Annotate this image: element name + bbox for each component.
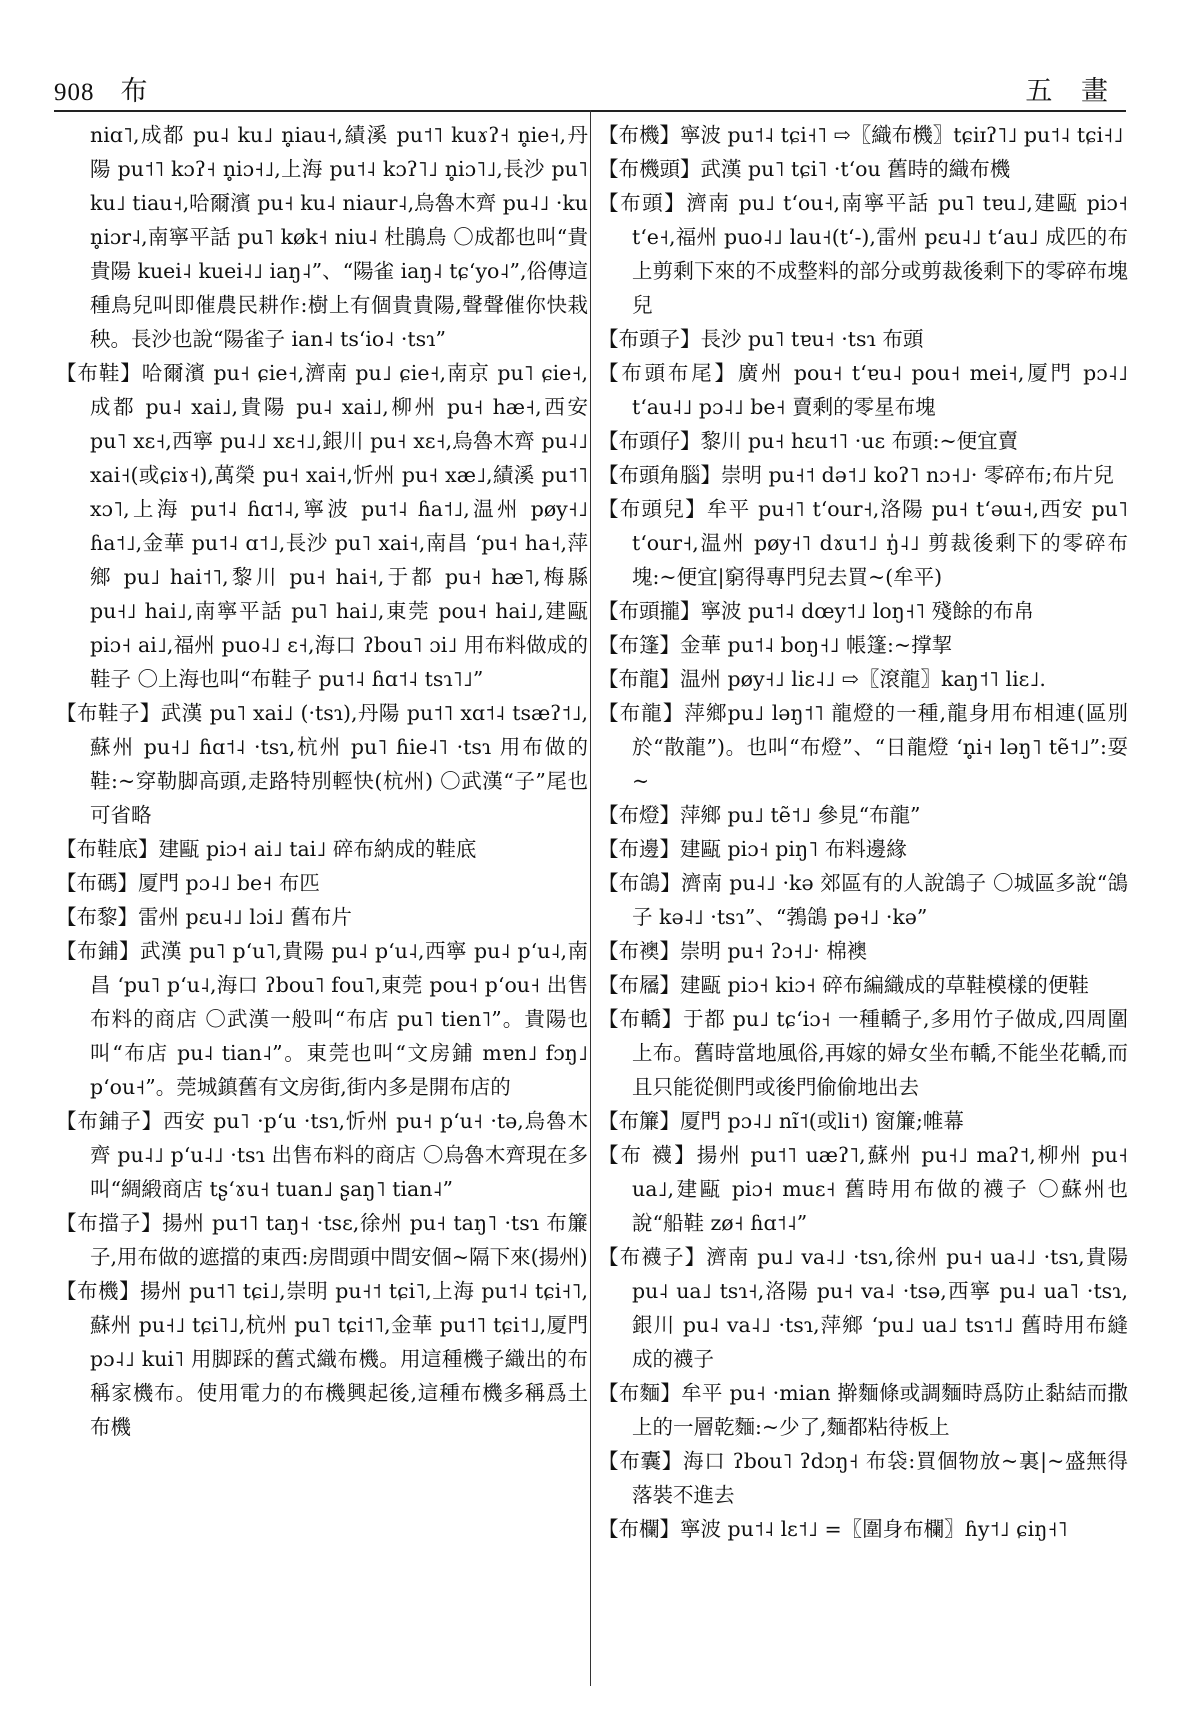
section-title: 五 畫 (1025, 76, 1118, 107)
dictionary-entry: 【布頭子】長沙 pu˥ tɐu˧ ·tsɿ 布頭 (598, 327, 924, 351)
dictionary-entry: 【布機】寧波 pu˦˨ tɕi˧˥ ⇨〖織布機〗tɕiɪʔ˥˩ pu˦˨ tɕi˧˩ (598, 123, 1124, 147)
dictionary-entry: 【布頭兒】牟平 pu˧˥ tʻour˧,洛陽 pu˧ tʻəɯ˧,西安 pu˥ tʻour˧,温州 pøy˧˥ dɤu˦˩ ŋ̍˨˩ 剪裁後剩下的零碎布塊:~便宜|窮得專門兒去買~(牟平) (598, 497, 1128, 589)
dictionary-entry: 【布碼】厦門 pɔ˨˩ be˧ 布匹 (56, 871, 320, 895)
dictionary-entry: 【布鞋子】武漢 pu˥ xai˩ (·tsɿ),丹陽 pu˦˥ xɑ˦˨ tsæʔ˦˩,蘇州 pu˧˩ ɦɑ˦˨ ·tsɿ,杭州 pu˥ ɦie˨˥ ·tsɿ 用布做的鞋:~穿勒脚高頭,走路特別輕快(杭州) 〇武漢“子”尾也可省略 (56, 701, 588, 827)
dictionary-entry: 【布欄】寧波 pu˦˨ lɛ˦˩ =〖圍身布欄〗ɦy˦˩ ɕiŋ˧˥ (598, 1517, 1068, 1541)
dictionary-entry: 【布鴿】濟南 pu˨˩ ·kə 郊區有的人說鴿子 〇城區多說“鴿子 kə˨˩ ·tsɿ”、“鵓鴿 pə˧˩ ·kə” (598, 871, 1128, 929)
header-left (54, 69, 148, 108)
dictionary-entry: 【布機】揚州 pu˦˥ tɕi˩,崇明 pu˧˦ tɕi˥,上海 pu˦˨ tɕi˧˥,蘇州 pu˧˩ tɕi˥˩,杭州 pu˥ tɕi˦˥,金華 pu˦˥ tɕi˦˩,厦門 pɔ˨˩ kui˥ 用脚踩的舊式織布機。用這種機子織出的布稱家機布。使用電力的布機興起後,這種布機多稱爲土布機 (56, 1279, 588, 1439)
dictionary-entry: 【布頭仔】黎川 pu˧ hɛu˦˥ ·uɛ 布頭:~便宜賣 (598, 429, 1019, 453)
dictionary-entry: 【布機頭】武漢 pu˥ tɕi˥ ·tʻou 舊時的織布機 (598, 157, 1011, 181)
dictionary-entry: 【布龍】萍鄉pu˩ ləŋ˦˥ 龍燈的一種,龍身用布相連(區別於“散龍”)。也叫“布燈”、“日龍燈 ʻn̥i˧ ləŋ˥ tẽ˦˩”:耍~ (598, 701, 1128, 793)
dictionary-entry: 【布屩】建甌 piɔ˧ kiɔ˧ 碎布編織成的草鞋模樣的便鞋 (598, 973, 1089, 997)
dictionary-entry: 【布篷】金華 pu˦˨ boŋ˧˩ 帳篷:~撑挈 (598, 633, 953, 657)
dictionary-entry: 【布鋪】武漢 pu˥ pʻu˥,貴陽 pu˨ pʻu˨,西寧 pu˨ pʻu˨,南昌 ʻpu˥ pʻu˨,海口 ʔbou˥ fou˥,東莞 pou˧ pʻou˧ 出售布料的商店 〇武漢一般叫“布店 pu˥ tien˥”。貴陽也叫“布店 pu˨ tian˨”。東莞也叫“文房鋪 mɐn˩ fɔŋ˩ pʻou˧”。莞城鎮舊有文房街,街内多是開布店的 (56, 939, 588, 1099)
dictionary-entry: 【布頭】濟南 pu˩ tʻou˧,南寧平話 pu˥ tɐu˩,建甌 piɔ˧ tʻe˧,福州 puo˨˩ lau˧(t‘-),雷州 pɛu˨˩ tʻau˩ 成匹的布上剪剩下來的不成整料的部分或剪裁後剩下的零碎布塊兒 (598, 191, 1128, 317)
dictionary-entry: 【布襖】崇明 pu˧ ʔɔ˧˩· 棉襖 (598, 939, 868, 963)
header-head-character: 布 (120, 76, 148, 107)
right-column (598, 118, 1128, 1546)
column-separator (590, 110, 591, 1686)
dictionary-entry: 【布鋪子】西安 pu˥ ·pʻu ·tsɿ,忻州 pu˧ pʻu˧ ·tə,烏魯木齊 pu˨˩ pʻu˨˩ ·tsɿ 出售布料的商店 〇烏魯木齊現在多叫“綢緞商店 tʂʻɤu˧ tuan˩ ʂaŋ˥ tian˨” (56, 1109, 588, 1201)
dictionary-entry: 【布鞋】哈爾濱 pu˧ ɕie˧,濟南 pu˩ ɕie˧,南京 pu˥ ɕie˧,成都 pu˨ xai˩,貴陽 pu˨ xai˩,柳州 pu˧ hæ˧,西安 pu˥ xɛ˧,西寧 pu˨˩ xɛ˧˩,銀川 pu˧ xɛ˧,烏魯木齊 pu˨˩ xai˧(或ɕiɤ˧),萬榮 pu˧ xai˧,忻州 pu˧ xæ˩,績溪 pu˦˥ xɔ˥,上海 pu˦˨ ɦɑ˦˨,寧波 pu˦˨ ɦa˦˩,温州 pøy˧˩ ɦa˦˩,金華 pu˦˨ ɑ˦˩,長沙 pu˥ xai˧,南昌 ʻpu˧ ha˧,萍鄉 pu˩ hai˦˥,黎川 pu˧ hai˧,于都 pu˧ hæ˥,梅縣 pu˧˩ hai˩,南寧平話 pu˥ hai˩,東莞 pou˧ hai˩,建甌 piɔ˧ ai˩,福州 puo˨˩ ɛ˧,海口 ʔbou˥ ɔi˩ 用布料做成的鞋子 〇上海也叫“布鞋子 pu˦˨ ɦɑ˦˨ tsɿ˥˩” (56, 361, 588, 691)
dictionary-entry: 【布擋子】揚州 pu˦˥ taŋ˧ ·tsɛ,徐州 pu˧ taŋ˥ ·tsɿ 布簾子,用布做的遮擋的東西:房間頭中間安個~隔下來(揚州) (56, 1211, 588, 1269)
left-column (56, 118, 588, 1444)
dictionary-entry: 【布黎】雷州 pɛu˨˩ lɔi˩ 舊布片 (56, 905, 352, 929)
dictionary-entry: 【布囊】海口 ʔbou˥ ʔdɔŋ˧ 布袋:買個物放~裏|~盛無得落裝不進去 (598, 1449, 1128, 1507)
dictionary-entry: 【布頭攏】寧波 pu˦˨ dœy˦˩ loŋ˧˥ 殘餘的布帛 (598, 599, 1035, 623)
dictionary-entry: 【布龍】温州 pøy˧˩ liɛ˨˩ ⇨〖滾龍〗kaŋ˦˥ liɛ˩. (598, 667, 1046, 691)
page-number: 908 (54, 79, 95, 106)
dictionary-entry: 【布頭角腦】崇明 pu˧˦ də˦˩ koʔ˥ nɔ˧˩· 零碎布;布片兒 (598, 463, 1114, 487)
dictionary-entry: 【布頭布尾】廣州 pou˧ tʻɐu˨ pou˧ mei˧,厦門 pɔ˨˩ tʻau˨˩ pɔ˨˩ be˧ 賣剩的零星布塊 (598, 361, 1128, 419)
dictionary-entry: 【布燈】萍鄉 pu˩ tẽ˦˩ 參見“布龍” (598, 803, 921, 827)
dictionary-entry: 【布 襪】揚州 pu˦˥ uæʔ˥,蘇州 pu˧˩ maʔ˦,柳州 pu˧ ua˩,建甌 piɔ˧ muɛ˧ 舊時用布做的襪子 〇蘇州也說“船鞋 zø˧ ɦɑ˦˨” (598, 1143, 1128, 1235)
dictionary-entry: 【布邊】建甌 piɔ˧ piŋ˥ 布料邊緣 (598, 837, 907, 861)
dictionary-entry: 【布鞋底】建甌 piɔ˧ ai˩ tai˩ 碎布納成的鞋底 (56, 837, 477, 861)
dictionary-entry: 【布麵】牟平 pu˧ ·mian 擀麵條或調麵時爲防止黏結而撒上的一層乾麵:~少了,麵都粘待板上 (598, 1381, 1128, 1439)
dictionary-entry: 【布簾】厦門 pɔ˨˩ nĩ˦(或li˦) 窗簾;帷幕 (598, 1109, 964, 1133)
dictionary-entry: 【布轎】于都 pu˩ tɕʻiɔ˧ 一種轎子,多用竹子做成,四周圍上布。舊時當地風俗,再嫁的婦女坐布轎,不能坐花轎,而且只能從側門或後門偷偷地出去 (598, 1007, 1128, 1099)
dictionary-entry: 【布襪子】濟南 pu˩ va˨˩ ·tsɿ,徐州 pu˧ ua˨˩ ·tsɿ,貴陽 pu˨ ua˩ tsɿ˧,洛陽 pu˧ va˨ ·tsə,西寧 pu˨ ua˥ ·tsɿ,銀川 pu˨ va˨˩ ·tsɿ,萍鄉 ʻpu˩ ua˩ tsɿ˦˩ 舊時用布縫成的襪子 (598, 1245, 1128, 1371)
dictionary-entry: niɑ˥,成都 pu˨ ku˩ n̥iau˧,績溪 pu˦˥ kuɤʔ˧ n̥ie˧,丹陽 pu˦˥ kɔʔ˧ n̥iɔ˧˩,上海 pu˦˨ kɔʔ˥˩ n̥iɔ˥˩,長沙 pu˥ ku˩ tiau˧,哈爾濱 pu˧ ku˨ niaur˨,烏魯木齊 pu˨˩ ·ku n̥iɔr˨,南寧平話 pu˥ køk˧ niu˨ 杜鵑鳥 〇成都也叫“貴貴陽 kuei˨ kuei˨˩ iaŋ˨”、“陽雀 iaŋ˨ tɕʻyo˨”,俗傳這種鳥兒叫即催農民耕作:樹上有個貴貴陽,聲聲催你快栽秧。長沙也說“陽雀子 ian˨ tsʻio˨ ·tsɿ” (90, 123, 588, 351)
page-header (54, 60, 1126, 108)
